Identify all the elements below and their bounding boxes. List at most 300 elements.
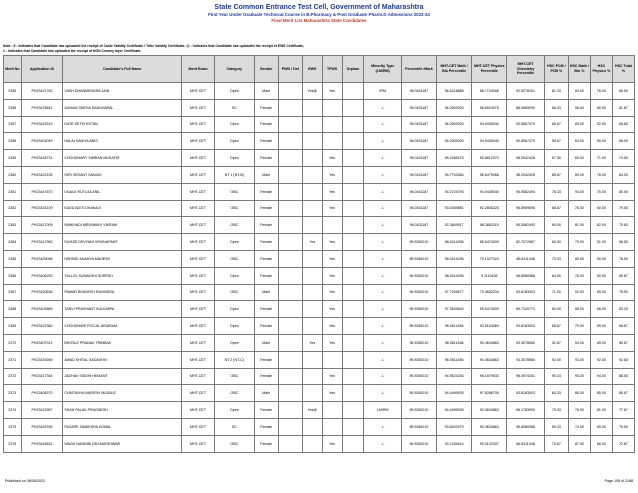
table-cell: Yes [322,166,342,183]
table-cell: -/- [364,301,401,318]
table-cell: 2364 [4,234,22,251]
table-cell: Open [215,234,255,251]
table-cell: 50.00 [590,250,612,267]
table-cell: OBC [215,217,255,234]
table-cell: Yes [322,234,342,251]
table-cell: 96.0431187 [401,99,436,116]
table-cell: 86.33 [544,99,568,116]
table-cell: 97.3639640 [437,301,472,318]
table-cell: Male [254,334,278,351]
table-cell: 90.33 [544,368,568,385]
published-date: Published on 08/08/2023 [5,479,45,483]
table-cell: 90.8567470 [507,133,544,150]
table-cell: 80.00 [590,99,612,116]
table-cell: 95.00 [568,368,590,385]
table-cell [342,250,364,267]
table-cell: 95.9265210 [401,234,436,251]
table-cell: PH23417009 [21,217,63,234]
table-cell: 88.5969090 [507,99,544,116]
table-cell: WAGH NANDINI DNYANESHWAR [63,435,182,452]
table-cell: MHT-CET [182,133,215,150]
table-cell: Female [254,301,278,318]
table-row [4,284,635,301]
table-cell: 72.67 [612,435,634,452]
table-cell: MHT-CET [182,99,215,116]
table-cell: 94.9435040 [472,133,507,150]
table-cell: Female [254,133,278,150]
note-line-1: Note : $ - Indicates that Candidate has uploaded the receipt of Caste Validity Certificate / Tribe Validity Certificate, @ - Indicates that Candidate has uploaded the receipt of EWS Certificate, [3,44,304,48]
table-cell: UGALE RUTUJA ANIL [63,183,182,200]
table-cell: 96.6924975 [472,99,507,116]
table-cell: 78.50 [612,250,634,267]
table-cell: Female [254,402,278,419]
table-cell: -/- [364,133,401,150]
table-cell: 96.6479068 [472,166,507,183]
table-cell: 93.5163069 [472,318,507,335]
table-cell: 96.6318888 [437,83,472,100]
table-cell [342,217,364,234]
table-cell: 92.67 [544,334,568,351]
table-cell: 94.00 [590,368,612,385]
table-cell: MHT-CET [182,435,215,452]
table-cell: 95.9265210 [401,435,436,452]
table-cell: 95.9265210 [401,301,436,318]
table-cell: Yes [322,368,342,385]
table-body [4,83,635,453]
table-cell: 90.8567470 [507,116,544,133]
table-cell: 81.00 [590,402,612,419]
table-cell [342,99,364,116]
table-cell: Yes [322,83,342,100]
table-cell: 79.50 [612,200,634,217]
table-cell: Open [215,133,255,150]
table-cell: 2371 [4,351,22,368]
table-cell: 60.00 [590,200,612,217]
table-cell: 85.00 [590,385,612,402]
table-cell: MHT-CET [182,200,215,217]
table-cell: 2359 [4,150,22,167]
table-cell: 2358 [4,133,22,150]
table-cell: 96.0611456 [437,318,472,335]
table-cell: 90.3634863 [472,334,507,351]
table-cell: 94.7703364 [437,166,472,183]
table-cell [302,166,322,183]
table-cell: OBC [215,200,255,217]
table-row [4,150,635,167]
table-cell: Open [215,267,255,284]
table-cell: 95.9265210 [401,284,436,301]
table-cell: PH23418731 [21,150,63,167]
table-cell: -/- [364,334,401,351]
table-cell: NIMKHADI MRUNMAYI VIKRAM [63,217,182,234]
table-cell: 95.9265210 [401,351,436,368]
table-cell: PH23406270 [21,385,63,402]
table-cell: MHT-CET [182,418,215,435]
table-cell: 75.00 [590,183,612,200]
table-cell: 98.4974161 [507,368,544,385]
table-row [4,351,635,368]
table-cell: PH23422957 [21,402,63,419]
table-cell: 51.00 [590,234,612,251]
table-cell: 95.9265210 [401,334,436,351]
table-cell: NT 1 (NT-B) [215,166,255,183]
table-cell [278,217,302,234]
table-cell: 2356 [4,99,22,116]
table-cell [302,183,322,200]
table-row [4,250,635,267]
table-cell: -/- [364,217,401,234]
table-cell: 96.0611456 [437,334,472,351]
table-cell [302,250,322,267]
table-cell [322,217,342,234]
table-cell: MHT-CET [182,284,215,301]
table-cell: 60.00 [568,150,590,167]
table-cell: 88.50 [612,368,634,385]
table-cell: SC [215,418,255,435]
table-cell: 2373 [4,385,22,402]
table-cell: 95.9265210 [401,402,436,419]
table-cell: Open [215,83,255,100]
table-cell: Open [215,301,255,318]
table-cell: 65.00 [590,418,612,435]
table-cell: 60.00 [544,234,568,251]
column-header: HSC Physics % [590,56,612,83]
table-cell: -/- [364,267,401,284]
table-header-row [4,56,635,83]
column-header: Minority Type (LM/RM) [364,56,401,83]
page-header [0,3,638,24]
table-cell: -/- [364,234,401,251]
table-cell: Male [254,385,278,402]
table-cell: 68.00 [612,133,634,150]
table-cell: Yes [322,435,342,452]
table-cell: 78.33 [544,183,568,200]
table-cell [278,284,302,301]
table-cell: -/- [364,385,401,402]
table-cell: Open [215,402,255,419]
table-cell [278,250,302,267]
note-line-2: # - Indicates that Candidate has uploaded the receipt of NON Creamy layer Certificate. [3,49,142,53]
page-title: State Common Entrance Test Cell, Government of Maharashtra [214,4,424,11]
table-cell: 96.8959695 [507,200,544,217]
table-cell: 95.5582493 [507,217,544,234]
table-cell [342,183,364,200]
table-cell: 94.2724793 [437,183,472,200]
table-cell: 90.3634863 [472,402,507,419]
table-cell: 2367 [4,284,22,301]
table-row [4,368,635,385]
table-cell: 95.9265210 [401,418,436,435]
table-cell: MHT-CET [182,402,215,419]
table-cell: 96.8080968 [507,267,544,284]
table-cell: 95.9265210 [401,250,436,267]
table-cell: 69.00 [544,217,568,234]
table-cell: 89.00 [568,250,590,267]
table-cell: 70.3652234 [472,284,507,301]
table-cell: KADU ADITI DHANAJI [63,200,182,217]
table-cell [278,402,302,419]
table-cell [278,267,302,284]
table-cell: Female [254,183,278,200]
table-cell: -/- [364,368,401,385]
table-cell: 93.8202979 [437,418,472,435]
table-cell: Yes [322,200,342,217]
table-cell: -/- [364,318,401,335]
table-cell: 74.00 [568,418,590,435]
table-cell: 68.83 [612,116,634,133]
table-cell: 98.3852115 [472,217,507,234]
table-cell [342,418,364,435]
table-cell [342,385,364,402]
table-cell: MHT-CET [182,83,215,100]
table-cell: 96.0431187 [401,150,436,167]
table-cell: 71.00 [544,284,568,301]
table-cell: -/- [364,250,401,267]
table-cell: 84.00 [568,83,590,100]
table-cell: 97.6288705 [472,385,507,402]
table-cell: 90.3634863 [472,351,507,368]
table-cell: 96.0431187 [401,83,436,100]
table-cell: 86.8111348 [507,250,544,267]
merit-table [3,55,635,453]
table-cell: PH23417354 [21,368,63,385]
table-cell [342,301,364,318]
table-cell [302,116,322,133]
table-cell: PH23403869 [21,301,63,318]
table-cell: 89.00 [590,334,612,351]
table-cell: Female [254,99,278,116]
table-cell: 80.50 [612,83,634,100]
table-cell: JADHAV SIDDHI HEMANT [63,368,182,385]
table-cell: 81.67 [612,99,634,116]
table-cell: PH23423319 [21,116,63,133]
table-cell [278,116,302,133]
table-cell [302,200,322,217]
table-cell: 96.00 [568,99,590,116]
table-cell: 96.1879533 [472,368,507,385]
table-cell [302,284,322,301]
table-cell: DATE KETKI KETAN [63,116,182,133]
table-cell: -/- [364,351,401,368]
table-cell: 85.67 [612,385,634,402]
page-subtitle: First Year Under Graduate Technical Course in B.Pharmacy & Post Graduate Pharm.D Admissions 2023-24 [208,12,430,17]
table-cell: 2375 [4,418,22,435]
table-cell: 78.00 [568,267,590,284]
table-cell: 96.2509200 [437,116,472,133]
table-cell: BHOSLE PRANAV TRIMBAK [63,334,182,351]
table-cell: 73.33 [544,250,568,267]
table-cell: 89.67 [612,334,634,351]
table-cell: PAZARE SAMIKSHA KOMAL [63,418,182,435]
table-cell: 86.00 [568,385,590,402]
table-cell: 89.00 [568,166,590,183]
table-cell: PH23478641 [21,99,63,116]
table-cell [278,418,302,435]
table-cell: PH23417962 [21,234,63,251]
table-cell: -/- [364,150,401,167]
table-cell [302,351,322,368]
table-cell: PAWAR BHAVESH RAVINDRA [63,284,182,301]
table-cell [278,150,302,167]
column-header: MHT-CET Chemistry Percentile [507,56,544,83]
column-header: HSC Math / Bio % [568,56,590,83]
table-cell: 92.3849517 [437,217,472,234]
table-cell: 87.00 [568,435,590,452]
table-cell: 98.0414296 [437,250,472,267]
table-cell [342,368,364,385]
table-cell: MHT-CET [182,150,215,167]
table-cell [278,318,302,335]
table-cell: 96.0431187 [401,183,436,200]
table-cell: CHOUDHARI POOJA JASARAM [63,318,182,335]
table-cell: Yes@ [302,83,322,100]
table-cell: PH23434109 [21,200,63,217]
table-cell: 66.00 [590,435,612,452]
table-cell: AWAD SHITAL SADASHIV [63,351,182,368]
column-header: Merit Exam [182,56,215,83]
table-cell: PH23406253 [21,267,63,284]
table-row [4,217,635,234]
table-cell: 64.00 [544,267,568,284]
table-cell: 81.33 [544,83,568,100]
table-cell: PH23403049 [21,133,63,150]
table-cell: 9.1110436 [472,267,507,284]
notes [3,44,635,54]
table-cell: Female [254,116,278,133]
table-cell: -/- [364,284,401,301]
table-cell: 69.67 [612,267,634,284]
table-cell: 96.0431187 [401,116,436,133]
table-cell: 86.8111348 [507,435,544,452]
table-cell: PH23439269 [21,351,63,368]
table-cell: 92.5278151 [507,83,544,100]
table-cell [302,318,322,335]
column-header: Application ID [21,56,63,83]
table-cell [278,385,302,402]
table-cell: Female [254,368,278,385]
table-cell: Male [254,166,278,183]
table-cell: 96.0431187 [401,217,436,234]
table-cell: -/- [364,183,401,200]
table-cell: 59.00 [590,133,612,150]
table-cell: 94.00 [568,334,590,351]
table-cell: Yes [322,150,342,167]
column-header: MHT-CET Physics Percentile [472,56,507,83]
table-cell: LM/RM [364,402,401,419]
table-row [4,83,635,100]
table-cell: 2370 [4,334,22,351]
table-cell: 96.0431187 [401,133,436,150]
table-cell [302,217,322,234]
table-cell [342,318,364,335]
table-cell: MHT-CET [182,267,215,284]
table-cell: MHT-CET [182,234,215,251]
table-cell: 95.9265210 [401,385,436,402]
table-cell: 68.67 [612,318,634,335]
table-cell: Open [215,150,255,167]
table-cell: -/- [364,166,401,183]
table-cell: 98.0414296 [437,234,472,251]
table-cell: 66.00 [590,301,612,318]
table-cell: 62.00 [590,217,612,234]
table-cell: 92.00 [590,351,612,368]
table-cell: 96.2509200 [437,99,472,116]
table-cell [278,234,302,251]
table-cell [302,99,322,116]
table-cell: MHT-CET [182,250,215,267]
table-cell: PH23416831 [21,435,63,452]
table-cell: Yes [322,301,342,318]
table-cell: 88.7744058 [472,83,507,100]
table-cell: 93.1254614 [437,435,472,452]
table-cell: Female [254,435,278,452]
table-row [4,435,635,452]
column-header: Candidate's Full Name [63,56,182,83]
table-row [4,301,635,318]
table-cell [278,183,302,200]
table-cell: 95.5582493 [507,183,544,200]
table-cell: 94.00 [568,183,590,200]
table-cell: -/- [364,99,401,116]
table-cell: 67.00 [544,150,568,167]
table-cell: YALLOL SUNAKSHI SURESH [63,267,182,284]
table-cell: AGHAM SNEHA SANGHAPAL [63,99,182,116]
table-cell: MHT-CET [182,217,215,234]
table-cell: -/- [364,200,401,217]
table-cell: 79.00 [568,318,590,335]
table-cell: Female [254,217,278,234]
table-cell: 98.0042426 [507,166,544,183]
table-cell: HALAI SANIYA ANIS [63,133,182,150]
table-cell: 80.00 [612,183,634,200]
table-cell: 71.00 [590,150,612,167]
table-cell: 2363 [4,217,22,234]
table-cell: 2376 [4,435,22,452]
table-cell: Yes [322,267,342,284]
table-cell: 95.5474009 [472,301,507,318]
table-cell: 96.0431187 [401,200,436,217]
table-cell: SC [215,99,255,116]
table-row [4,116,635,133]
table-cell: 2357 [4,116,22,133]
table-cell: Yes [302,234,322,251]
table-cell: 97.7209677 [437,284,472,301]
table-cell: 84.33 [544,385,568,402]
table-cell [302,385,322,402]
column-header: EWS [302,56,322,83]
table-cell: OBC [215,183,255,200]
table-row [4,318,635,335]
table-cell: 93.6369881 [437,200,472,217]
table-cell: 2369 [4,318,22,335]
table-cell: Female [254,234,278,251]
page-number: Page 108 of 2188 [604,479,633,483]
table-cell: 82.7072567 [507,234,544,251]
table-row [4,418,635,435]
table-cell: PH23447670 [21,183,63,200]
table-cell: 75.50 [612,418,634,435]
table-cell [278,334,302,351]
table-cell: PH23420536 [21,284,63,301]
table-cell: 74.50 [612,150,634,167]
column-header: Category [215,56,255,83]
table-cell [342,83,364,100]
table-cell: MHT-CET [182,318,215,335]
table-cell: PH23439765 [21,418,63,435]
table-cell: MHT-CET [182,116,215,133]
table-cell: 68.50 [612,234,634,251]
table-cell [302,133,322,150]
